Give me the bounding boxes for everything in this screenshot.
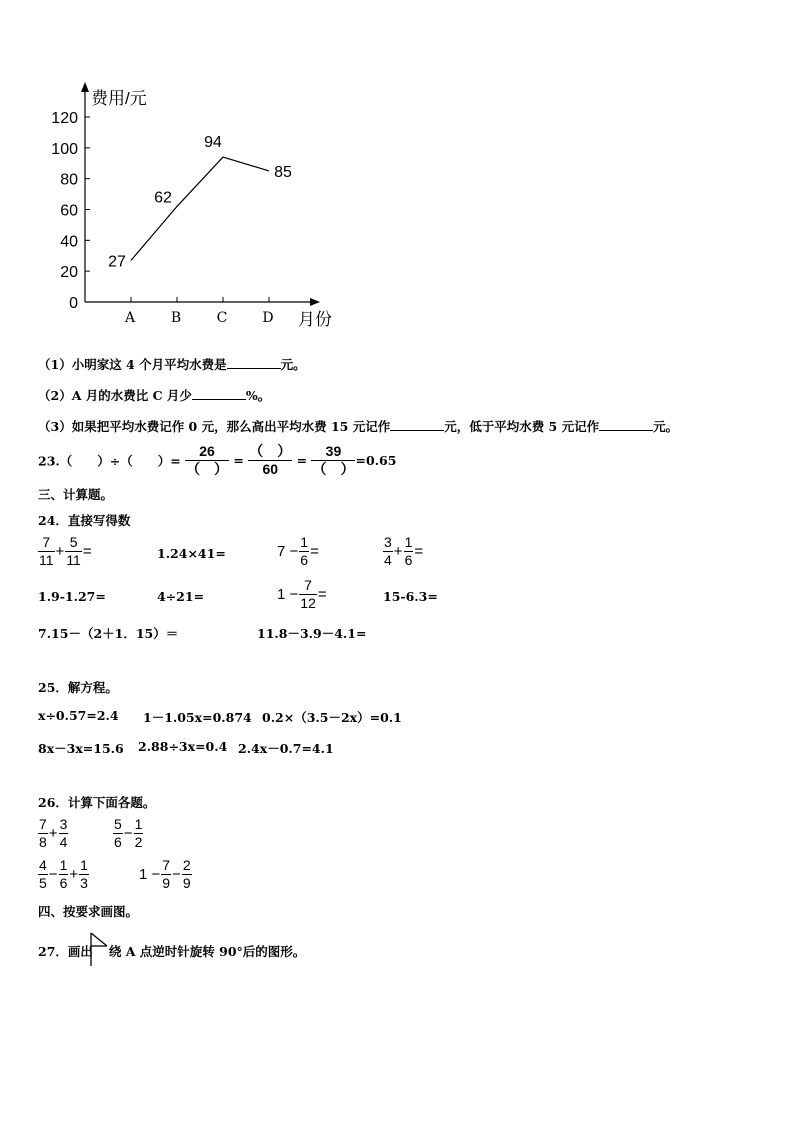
denominator: 9 (162, 875, 171, 891)
q24-item-10: 11.8－3.9－4.1= (257, 626, 367, 641)
equals-sign: = (317, 586, 327, 603)
minuend: 1 − (139, 866, 161, 883)
water-fee-line-chart (0, 0, 794, 340)
numerator: 7 (39, 816, 47, 832)
plus-sign: + (69, 866, 79, 883)
numerator: 7 (162, 857, 171, 873)
answer-blank[interactable] (390, 418, 444, 431)
y-tick-label: 0 (69, 295, 78, 312)
y-tick-label: 40 (60, 233, 78, 251)
triangle-figure-icon (89, 932, 111, 968)
denominator: 8 (39, 834, 47, 850)
section-3-heading: 三、计算题。 (38, 487, 114, 502)
equals-sign: = (310, 543, 319, 560)
q27 (38, 932, 305, 968)
plus-sign: + (393, 543, 403, 560)
q25-title: 25．解方程。 (38, 680, 118, 695)
q25-equation-2: 1－1.05x=0.874 (143, 710, 252, 725)
numerator: （ ） (249, 443, 292, 459)
numerator: 5 (114, 816, 122, 832)
q24-item-9: 7.15－（2＋1．15）＝ (38, 626, 179, 641)
q24-item-8: 15-6.3= (383, 589, 438, 604)
equals-sign: = (233, 453, 244, 468)
y-axis-arrow (81, 82, 89, 92)
x-tick-label: A (124, 310, 136, 326)
q22-sub1-unit: 元。 (280, 357, 306, 372)
q23-prefix: 23.（ ）÷（ ）= (38, 453, 181, 469)
denominator: 6 (59, 875, 68, 891)
q25-equation-6: 2.4x－0.7=4.1 (238, 741, 334, 756)
y-tick-label: 20 (60, 264, 78, 282)
denominator: 5 (39, 875, 47, 891)
y-tick-label: 120 (51, 110, 78, 127)
data-label: 62 (154, 189, 172, 207)
minus-sign: − (123, 825, 133, 842)
denominator: 4 (59, 834, 68, 850)
q27-suffix: 绕 A 点逆时针旋转 90°后的图形。 (108, 944, 306, 959)
numerator: 2 (182, 857, 191, 873)
minus-sign: − (48, 866, 58, 883)
equals-sign: = (414, 543, 424, 560)
q22-sub3 (38, 417, 678, 435)
q25-equation-1: x÷0.57=2.4 (38, 708, 119, 723)
y-tick-label: 80 (60, 171, 78, 189)
equals-sign: = (296, 453, 308, 468)
denominator: （ ） (186, 461, 229, 477)
data-label: 85 (274, 163, 292, 181)
q23 (38, 443, 396, 478)
q24-item-4 (383, 534, 424, 569)
q27-prefix: 27．画出 (38, 944, 93, 959)
q22-sub2-unit: %。 (245, 388, 271, 403)
numerator: 3 (384, 534, 392, 550)
chart-axes (81, 82, 320, 306)
q24-item-3 (276, 534, 320, 569)
x-axis-label: 月份 (298, 310, 332, 329)
section-4-heading: 四、按要求画图。 (38, 904, 139, 919)
data-label: 27 (108, 253, 126, 271)
q22-sub2-text: （2）A 月的水费比 C 月少 (38, 388, 192, 403)
denominator: 12 (300, 595, 316, 611)
q22-sub1 (38, 355, 306, 373)
denominator: 2 (134, 834, 143, 850)
denominator: 6 (404, 552, 413, 568)
plus-sign: + (55, 543, 65, 560)
q26-item-d (138, 857, 192, 892)
y-axis-label: 费用/元 (91, 89, 147, 108)
q22-sub1-text: （1）小明家这 4 个月平均水费是 (38, 357, 227, 372)
numerator: 7 (38, 534, 55, 552)
q25-equation-4: 8x－3x=15.6 (38, 741, 124, 756)
q22-sub2 (38, 386, 270, 404)
q24-item-2: 1.24×41= (157, 546, 226, 561)
minus-sign: − (172, 866, 181, 883)
x-tick-label: B (170, 310, 182, 326)
numerator: 26 (185, 443, 229, 461)
numerator: 1 (134, 816, 143, 832)
q23-suffix: =0.65 (355, 453, 397, 468)
answer-blank[interactable] (599, 418, 653, 431)
series-line (131, 157, 269, 260)
denominator: 9 (182, 875, 191, 891)
numerator: 5 (65, 534, 82, 552)
denominator: （ ） (312, 461, 355, 477)
q23-fraction-3 (311, 443, 355, 478)
minuend: 7 − (277, 543, 299, 560)
numerator: 4 (39, 857, 47, 873)
denominator: 6 (114, 834, 122, 850)
denominator: 60 (262, 461, 279, 477)
denominator: 3 (80, 875, 88, 891)
q26-title: 26．计算下面各题。 (38, 795, 156, 810)
q25-equation-3: 0.2×（3.5－2x）=0.1 (262, 710, 402, 725)
denominator: 11 (66, 552, 81, 568)
minuend: 1 − (277, 586, 299, 603)
numerator: 39 (311, 443, 355, 461)
denominator: 4 (384, 552, 392, 568)
data-label: 94 (204, 134, 222, 152)
q24-item-6: 4÷21= (157, 589, 205, 604)
denominator: 11 (39, 552, 54, 568)
plus-sign: + (48, 825, 58, 842)
q23-fraction-2 (248, 443, 292, 478)
q25-equation-5: 2.88÷3x=0.4 (138, 739, 228, 754)
numerator: 7 (299, 577, 317, 595)
q24-item-7 (276, 577, 328, 612)
answer-blank[interactable] (227, 356, 281, 369)
q26-item-b (113, 816, 143, 851)
q26-item-a (38, 816, 68, 851)
numerator: 1 (404, 534, 413, 550)
q24-item-1 (38, 534, 93, 569)
y-tick-label: 60 (60, 202, 78, 220)
q24-item-5: 1.9-1.27= (38, 589, 106, 604)
numerator: 1 (80, 857, 88, 873)
numerator: 3 (59, 816, 68, 832)
x-axis-arrow (310, 298, 320, 306)
equals-sign: = (82, 543, 92, 560)
y-tick-label: 100 (51, 140, 78, 158)
answer-blank[interactable] (192, 387, 246, 400)
q26-item-c (38, 857, 89, 892)
q23-fraction-1 (185, 443, 229, 478)
numerator: 1 (300, 534, 309, 550)
q22-sub3-text-b: 元，低于平均水费 5 元记作 (444, 419, 600, 434)
q22-sub3-text-a: （3）如果把平均水费记作 0 元，那么高出平均水费 15 元记作 (38, 419, 391, 434)
q22-sub3-text-c: 元。 (653, 419, 679, 434)
x-tick-label: C (216, 310, 228, 326)
numerator: 1 (59, 857, 68, 873)
x-tick-label: D (262, 310, 274, 326)
q24-title: 24．直接写得数 (38, 513, 131, 528)
denominator: 6 (300, 552, 309, 568)
